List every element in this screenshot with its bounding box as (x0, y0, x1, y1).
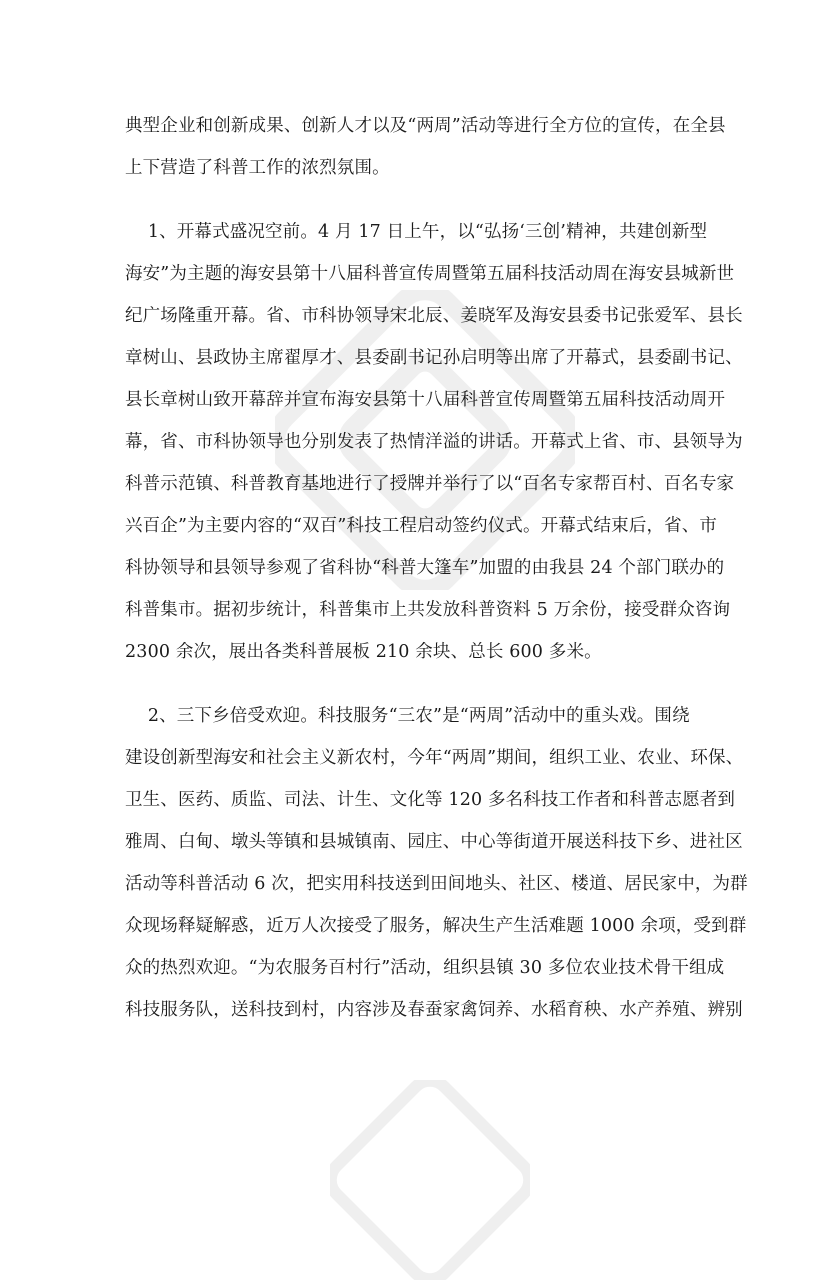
text-line: 2300 余次，展出各类科普展板 210 余块、总长 600 多米。 (125, 642, 602, 662)
text-line: 科协领导和县领导参观了省科协“科普大篷车”加盟的由我县 24 个部门联办的 (125, 558, 725, 578)
watermark-emblem-icon (330, 1080, 530, 1280)
text-line: 科技服务队，送科技到村，内容涉及春蚕家禽饲养、水稻育秧、水产养殖、辨别 (125, 1000, 743, 1020)
text-line: 上下营造了科普工作的浓烈氛围。 (125, 158, 390, 178)
text-line: 雅周、白甸、墩头等镇和县城镇南、园庄、中心等街道开展送科技下乡、进社区 (125, 832, 743, 852)
text-line: 建设创新型海安和社会主义新农村，今年“两周”期间，组织工业、农业、环保、 (125, 748, 744, 768)
text-line: 活动等科普活动 6 次，把实用科技送到田间地头、社区、楼道、居民家中，为群 (125, 874, 748, 894)
text-line: 2、三下乡倍受欢迎。科技服务“三农”是“两周”活动中的重头戏。围绕 (125, 706, 690, 726)
text-line: 众现场释疑解惑，近万人次接受了服务，解决生产生活难题 1000 余项，受到群 (125, 916, 747, 936)
text-line: 1、开幕式盛况空前。4 月 17 日上午，以“弘扬‘三创’精神，共建创新型 (125, 222, 708, 242)
text-line: 纪广场隆重开幕。省、市科协领导宋北辰、姜晓军及海安县委书记张爱军、县长 (125, 306, 743, 326)
text-line: 县长章树山致开幕辞并宣布海安县第十八届科普宣传周暨第五届科技活动周开 (125, 390, 726, 410)
text-line: 兴百企”为主要内容的“双百”科技工程启动签约仪式。开幕式结束后，省、市 (125, 516, 718, 536)
text-line: 典型企业和创新成果、创新人才以及“两周”活动等进行全方位的宣传，在全县 (125, 116, 726, 136)
text-line: 科普示范镇、科普教育基地进行了授牌并举行了以“百名专家帮百村、百名专家 (125, 474, 735, 494)
text-line: 幕，省、市科协领导也分别发表了热情洋溢的讲话。开幕式上省、市、县领导为 (125, 432, 743, 452)
text-line: 卫生、医药、质监、司法、计生、文化等 120 多名科技工作者和科普志愿者到 (125, 790, 736, 810)
text-line: 众的热烈欢迎。“为农服务百村行”活动，组织县镇 30 多位农业技术骨干组成 (125, 958, 725, 978)
text-line: 海安”为主题的海安县第十八届科普宣传周暨第五届科技活动周在海安县城新世 (125, 264, 735, 284)
text-line: 章树山、县政协主席翟厚才、县委副书记孙启明等出席了开幕式，县委副书记、 (125, 348, 743, 368)
text-line: 科普集市。据初步统计，科普集市上共发放科普资料 5 万余份，接受群众咨询 (125, 600, 731, 620)
